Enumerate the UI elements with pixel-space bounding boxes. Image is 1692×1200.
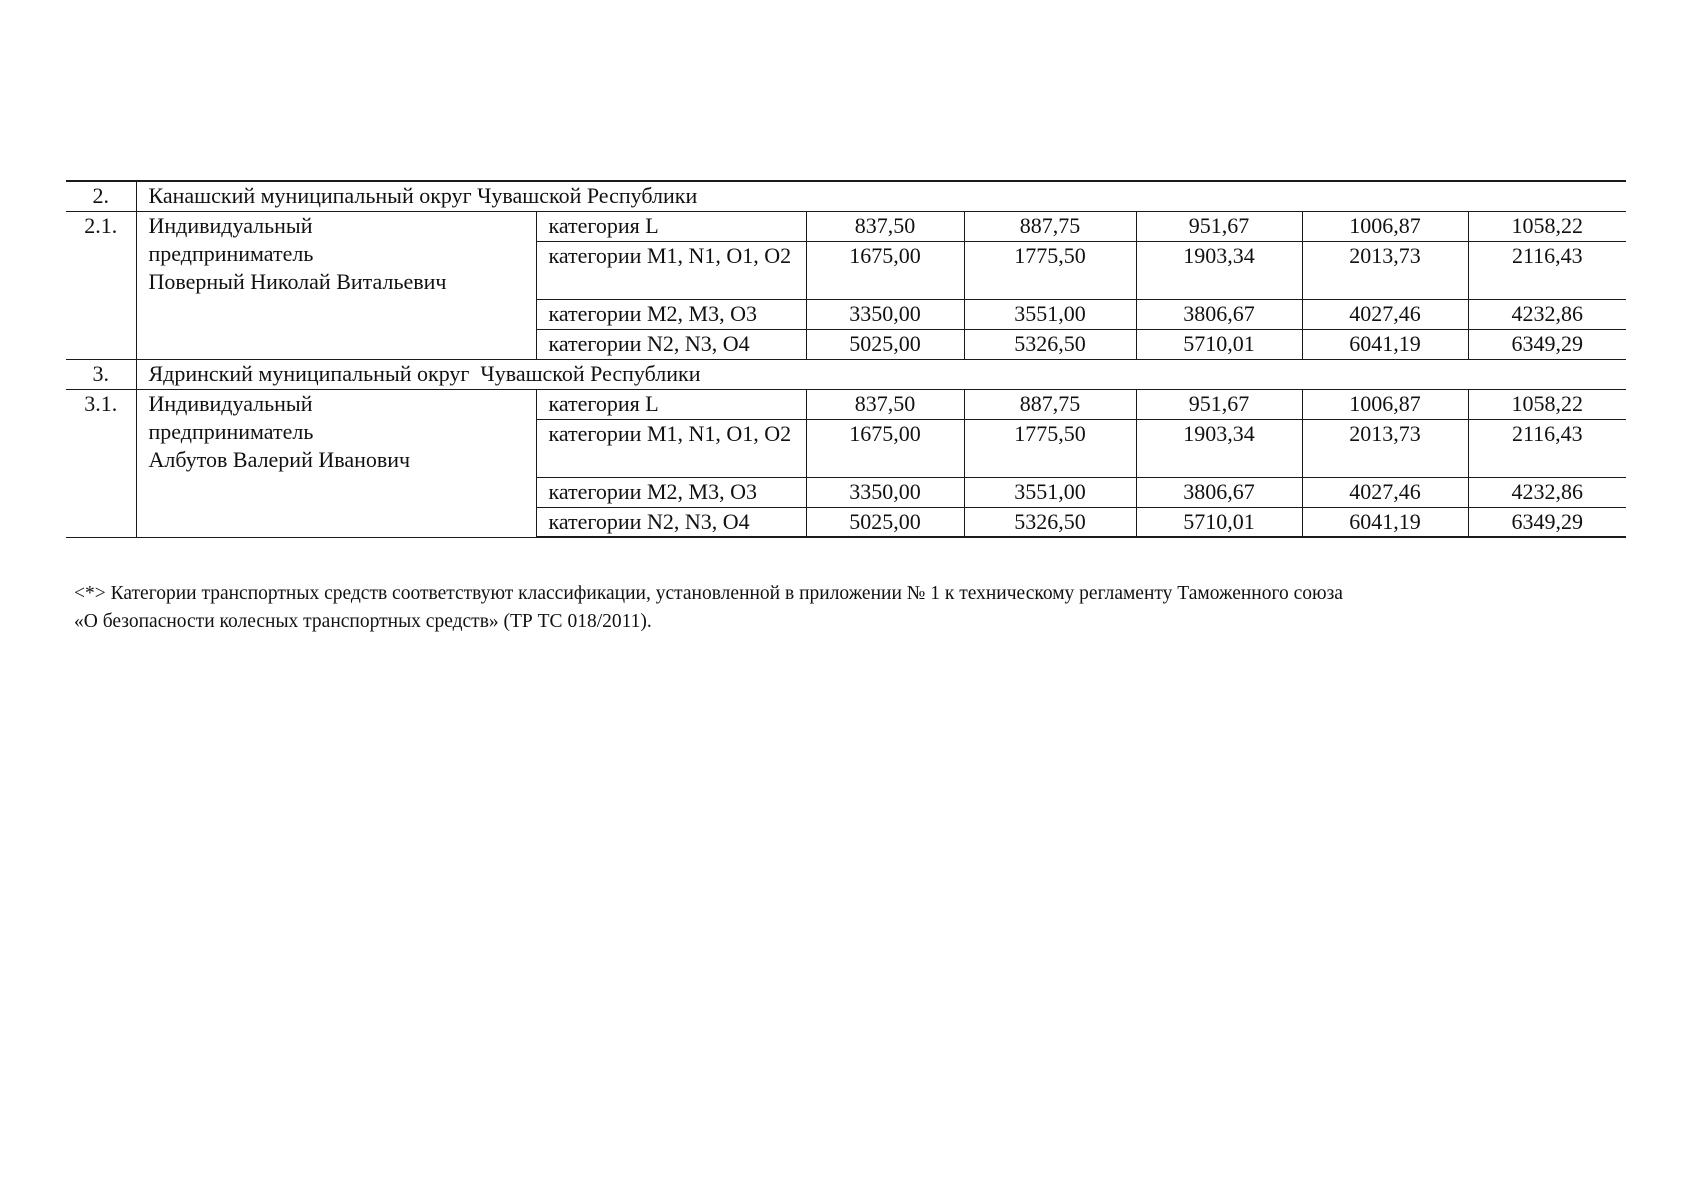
entry-number: 2.1. xyxy=(66,211,136,359)
footnote-line: «О безопасности колесных транспортных средств» (ТР ТС 018/2011). xyxy=(74,611,652,632)
entrepreneur-name xyxy=(136,389,536,537)
tariff-value: 951,67 xyxy=(1136,389,1302,419)
section-row xyxy=(66,181,1626,211)
tariff-value: 2116,43 xyxy=(1468,241,1626,299)
vehicle-category: категория L xyxy=(536,211,806,241)
tariff-value: 6349,29 xyxy=(1468,329,1626,359)
tariff-value: 6041,19 xyxy=(1302,507,1468,537)
tariff-value: 1675,00 xyxy=(806,419,964,477)
table-row xyxy=(66,389,1626,419)
vehicle-category: категория L xyxy=(536,389,806,419)
tariff-value: 951,67 xyxy=(1136,211,1302,241)
tariff-value: 5710,01 xyxy=(1136,329,1302,359)
tariff-value: 6041,19 xyxy=(1302,329,1468,359)
tariff-value: 837,50 xyxy=(806,211,964,241)
section-number: 2. xyxy=(66,181,136,211)
tariff-value: 4027,46 xyxy=(1302,299,1468,329)
tariff-value: 1903,34 xyxy=(1136,241,1302,299)
tariff-value: 3350,00 xyxy=(806,477,964,507)
name-line: Поверный Николай Витальевич xyxy=(148,268,447,294)
vehicle-category: категории N2, N3, O4 xyxy=(536,507,806,537)
tariff-value: 2116,43 xyxy=(1468,419,1626,477)
tariff-value: 3806,67 xyxy=(1136,477,1302,507)
vehicle-category: категории M1, N1, O1, O2 xyxy=(536,419,806,477)
tariff-value: 1058,22 xyxy=(1468,389,1626,419)
tariff-value: 1058,22 xyxy=(1468,211,1626,241)
table-row xyxy=(66,211,1626,241)
tariff-value: 1775,50 xyxy=(964,241,1136,299)
tariff-value: 887,75 xyxy=(964,389,1136,419)
tariff-value: 4232,86 xyxy=(1468,477,1626,507)
section-number: 3. xyxy=(66,359,136,389)
section-title: Канашский муниципальный округ Чувашской Республики xyxy=(136,181,1626,211)
section-title: Ядринский муниципальный округ Чувашской Республики xyxy=(136,359,1626,389)
tariff-value: 1775,50 xyxy=(964,419,1136,477)
tariff-value: 5710,01 xyxy=(1136,507,1302,537)
tariff-value: 4232,86 xyxy=(1468,299,1626,329)
tariff-value: 1675,00 xyxy=(806,241,964,299)
tariff-value: 6349,29 xyxy=(1468,507,1626,537)
entry-number: 3.1. xyxy=(66,389,136,537)
name-line: Индивидуальный xyxy=(148,212,313,238)
vehicle-category: категории M2, M3, O3 xyxy=(536,299,806,329)
tariff-value: 2013,73 xyxy=(1302,241,1468,299)
tariff-value: 887,75 xyxy=(964,211,1136,241)
tariff-value: 3551,00 xyxy=(964,299,1136,329)
tariff-value: 1006,87 xyxy=(1302,389,1468,419)
name-line: Индивидуальный xyxy=(148,390,313,416)
name-line: Албутов Валерий Иванович xyxy=(148,446,411,472)
tariff-value: 5326,50 xyxy=(964,329,1136,359)
footnote xyxy=(74,580,1594,636)
tariff-value: 2013,73 xyxy=(1302,419,1468,477)
tariff-value: 1006,87 xyxy=(1302,211,1468,241)
tariff-value: 3350,00 xyxy=(806,299,964,329)
tariff-value: 1903,34 xyxy=(1136,419,1302,477)
vehicle-category: категории M1, N1, O1, O2 xyxy=(536,241,806,299)
tariff-table xyxy=(66,180,1626,538)
entrepreneur-name xyxy=(136,211,536,359)
tariff-value: 5025,00 xyxy=(806,329,964,359)
vehicle-category: категории N2, N3, O4 xyxy=(536,329,806,359)
tariff-value: 5025,00 xyxy=(806,507,964,537)
name-line: предприниматель xyxy=(148,418,314,444)
footnote-line: <*> Категории транспортных средств соответствуют классификации, установленной в приложении № 1 к техническому регламенту Таможенного союза xyxy=(74,583,1343,604)
tariff-value: 4027,46 xyxy=(1302,477,1468,507)
vehicle-category: категории M2, M3, O3 xyxy=(536,477,806,507)
tariff-value: 3551,00 xyxy=(964,477,1136,507)
tariff-value: 837,50 xyxy=(806,389,964,419)
tariff-value: 5326,50 xyxy=(964,507,1136,537)
tariff-value: 3806,67 xyxy=(1136,299,1302,329)
name-line: предприниматель xyxy=(148,240,314,266)
section-row xyxy=(66,359,1626,389)
